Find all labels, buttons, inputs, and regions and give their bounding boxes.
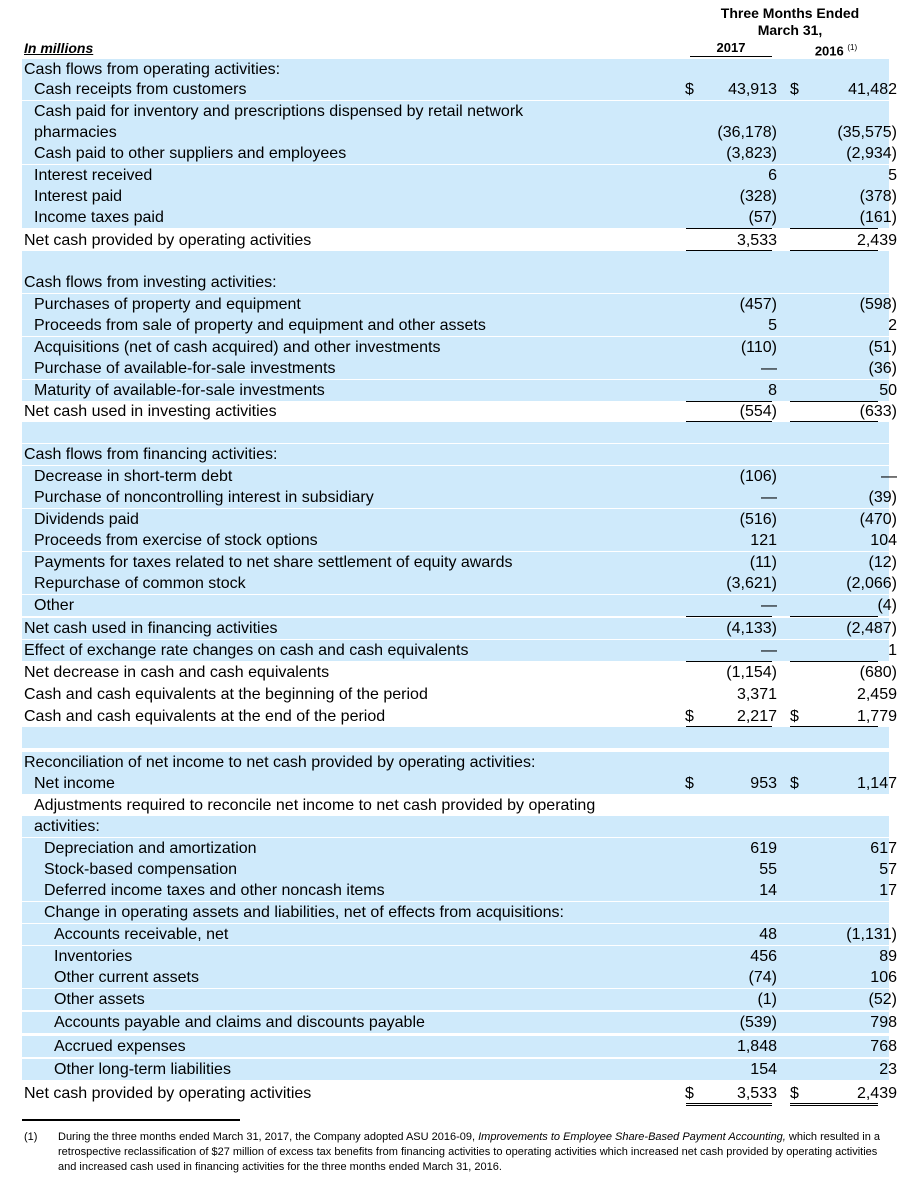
- value-2017: 6: [768, 167, 777, 184]
- row-label: Net decrease in cash and cash equivalents: [24, 664, 330, 681]
- value-2016: 1,147: [856, 775, 897, 792]
- row-label: Acquisitions (net of cash acquired) and other investments: [34, 339, 441, 356]
- value-2017: 8: [768, 382, 777, 399]
- value-2017: 55: [759, 861, 777, 878]
- value-2017: —: [761, 489, 777, 506]
- table-row: [22, 487, 897, 508]
- table-row: [22, 684, 897, 705]
- value-2016: 106: [870, 969, 897, 986]
- value-2016: 2,459: [856, 686, 897, 703]
- value-2017: (3,621): [726, 575, 777, 592]
- value-2017: 48: [759, 926, 777, 943]
- row-label: Accounts receivable, net: [54, 926, 229, 943]
- row-label: Net cash used in investing activities: [24, 403, 277, 420]
- row-label: Stock-based compensation: [44, 861, 237, 878]
- row-label: Proceeds from exercise of stock options: [34, 532, 318, 549]
- value-2017: (1,154): [726, 664, 777, 681]
- table-row: [22, 230, 897, 251]
- value-2017: (106): [739, 468, 777, 485]
- currency-symbol-2016: $: [790, 775, 799, 792]
- row-label: Cash flows from financing activities:: [24, 446, 278, 463]
- total-double-rule-2017: [686, 1103, 772, 1106]
- value-2017: (3,823): [726, 145, 777, 162]
- row-label: Income taxes paid: [34, 209, 164, 226]
- row-label: Adjustments required to reconcile net income to net cash provided by operating: [34, 797, 596, 814]
- year-2016-header: 2016 $^{(1)}$: [794, 40, 878, 60]
- row-label: Interest received: [34, 167, 153, 184]
- row-label: Reconciliation of net income to net cash provided by operating activities:: [24, 754, 536, 771]
- row-label: Dividends paid: [34, 511, 139, 528]
- value-2016: (4): [877, 597, 897, 614]
- value-2017: 154: [750, 1061, 777, 1078]
- table-row: [22, 1059, 897, 1080]
- table-row: [22, 640, 897, 661]
- table-row: [22, 380, 897, 401]
- table-row: [22, 773, 897, 794]
- currency-symbol-2017: $: [685, 1085, 694, 1102]
- value-2017: (328): [739, 188, 777, 205]
- row-label: activities:: [34, 818, 100, 835]
- table-row: [22, 422, 889, 443]
- value-2016: (470): [859, 511, 897, 528]
- table-row: [22, 207, 897, 228]
- row-label: Net cash used in financing activities: [24, 620, 278, 637]
- table-row: [22, 967, 897, 988]
- value-2017: 953: [750, 775, 777, 792]
- table-row: [22, 444, 889, 465]
- table-row: [22, 401, 897, 422]
- row-label: Interest paid: [34, 188, 123, 205]
- table-row: [22, 880, 897, 901]
- period-header: [690, 5, 890, 39]
- row-label: Other assets: [54, 991, 145, 1008]
- row-label: Inventories: [54, 948, 133, 965]
- value-2017: (74): [748, 969, 777, 986]
- row-label: Cash paid for inventory and prescriptions dispensed by retail network: [34, 103, 524, 120]
- value-2016: (1,131): [846, 926, 897, 943]
- value-2017: (516): [739, 511, 777, 528]
- value-2017: —: [761, 597, 777, 614]
- value-2016: (633): [859, 403, 897, 420]
- table-row: [22, 165, 897, 186]
- table-row: [22, 315, 897, 336]
- value-2017: 3,371: [736, 686, 777, 703]
- units-label: In millions: [24, 40, 94, 56]
- year-2016-footnote-ref: (1): [847, 43, 858, 52]
- table-row: [22, 618, 897, 639]
- row-label: Repurchase of common stock: [34, 575, 246, 592]
- subtotal-rule-2017: [686, 616, 772, 617]
- row-label: Purchase of available-for-sale investments: [34, 360, 336, 377]
- value-2017: (554): [739, 403, 777, 420]
- table-row: [22, 79, 897, 100]
- value-2016: 2: [888, 317, 897, 334]
- row-label: Accounts payable and claims and discounts payable: [54, 1014, 425, 1031]
- table-row: [22, 186, 897, 207]
- value-2016: 89: [879, 948, 897, 965]
- row-label: Effect of exchange rate changes on cash and cash equivalents: [24, 642, 469, 659]
- row-label: Other current assets: [54, 969, 199, 986]
- table-row: [22, 859, 897, 880]
- value-2017: 3,533: [736, 232, 777, 249]
- value-2016: 57: [879, 861, 897, 878]
- table-row: [22, 294, 897, 315]
- row-label: Decrease in short-term debt: [34, 468, 233, 485]
- value-2017: 5: [768, 317, 777, 334]
- value-2016: 798: [870, 1014, 897, 1031]
- value-2017: 456: [750, 948, 777, 965]
- value-2016: (2,934): [846, 145, 897, 162]
- footnote-separator: [22, 1119, 240, 1121]
- row-label: Cash and cash equivalents at the beginning of the period: [24, 686, 428, 703]
- value-2016: 1: [888, 642, 897, 659]
- row-label: Net cash provided by operating activities: [24, 232, 312, 249]
- value-2017: 1,848: [736, 1038, 777, 1055]
- table-row: [22, 530, 897, 551]
- value-2017: (539): [739, 1014, 777, 1031]
- value-2016: —: [881, 468, 897, 485]
- value-2016: 2,439: [856, 232, 897, 249]
- value-2016: 23: [879, 1061, 897, 1078]
- value-2017: (110): [740, 339, 777, 356]
- value-2016: (51): [868, 339, 897, 356]
- currency-symbol-2017: $: [685, 708, 694, 725]
- value-2017: 2,217: [736, 708, 777, 725]
- value-2017: (57): [748, 209, 777, 226]
- row-label: Cash flows from investing activities:: [24, 274, 277, 291]
- currency-symbol-2016: $: [790, 1085, 799, 1102]
- table-row: [22, 924, 897, 945]
- table-row: [22, 143, 897, 164]
- table-row: [22, 509, 897, 530]
- value-2016: (598): [859, 296, 897, 313]
- row-label: Purchase of noncontrolling interest in subsidiary: [34, 489, 374, 506]
- year-2017-header: 2017: [690, 40, 772, 57]
- table-row: [22, 838, 897, 859]
- value-2016: 41,482: [848, 81, 897, 98]
- currency-symbol-2016: $: [790, 708, 799, 725]
- value-2017: 3,533: [736, 1085, 777, 1102]
- row-label: Purchases of property and equipment: [34, 296, 301, 313]
- table-row: [22, 122, 897, 143]
- value-2016: (35,575): [837, 124, 897, 141]
- value-2016: 17: [879, 882, 897, 899]
- row-label: Other long-term liabilities: [54, 1061, 231, 1078]
- value-2017: 14: [759, 882, 777, 899]
- value-2016: (2,487): [846, 620, 897, 637]
- table-row: [22, 358, 897, 379]
- table-row: [22, 101, 889, 122]
- value-2016: (2,066): [846, 575, 897, 592]
- table-row: [22, 251, 889, 272]
- value-2016: 768: [870, 1038, 897, 1055]
- table-row: [22, 946, 897, 967]
- value-2017: —: [761, 642, 777, 659]
- table-row: [22, 337, 897, 358]
- row-label: Net cash provided by operating activities: [24, 1085, 312, 1102]
- table-row: [22, 706, 897, 727]
- table-row: [22, 795, 889, 816]
- row-label: Deferred income taxes and other noncash items: [44, 882, 385, 899]
- subtotal-rule-2016: [790, 228, 878, 229]
- row-label: Maturity of available-for-sale investments: [34, 382, 325, 399]
- value-2017: (457): [739, 296, 777, 313]
- row-label: Cash flows from operating activities:: [24, 61, 281, 78]
- value-2016: (36): [868, 360, 897, 377]
- value-2016: 617: [870, 840, 897, 857]
- row-label: Change in operating assets and liabilities, net of effects from acquisitions:: [44, 904, 564, 921]
- table-row: [22, 1012, 897, 1033]
- value-2016: 1,779: [856, 708, 897, 725]
- table-row: [22, 752, 889, 773]
- row-label: Cash paid to other suppliers and employees: [34, 145, 347, 162]
- subtotal-rule-2017: [686, 228, 772, 229]
- row-label: Other: [34, 597, 75, 614]
- table-row: [22, 662, 897, 683]
- table-row: [22, 272, 889, 293]
- row-label: Accrued expenses: [54, 1038, 186, 1055]
- currency-symbol-2017: $: [685, 775, 694, 792]
- value-2016: (39): [868, 489, 897, 506]
- value-2017: 43,913: [728, 81, 777, 98]
- value-2017: 619: [750, 840, 777, 857]
- value-2017: —: [761, 360, 777, 377]
- value-2016: (12): [868, 554, 897, 571]
- table-row: [22, 727, 889, 748]
- row-label: Depreciation and amortization: [44, 840, 257, 857]
- total-double-rule-2016: [790, 1103, 878, 1106]
- footnote-mark: (1): [24, 1131, 38, 1143]
- value-2017: (11): [749, 554, 777, 571]
- table-row: [22, 573, 897, 594]
- table-row: [22, 989, 897, 1010]
- value-2016: (52): [868, 991, 897, 1008]
- table-row: [22, 595, 897, 616]
- value-2016: 50: [879, 382, 897, 399]
- table-row: [22, 902, 889, 923]
- period-label: Three Months Ended: [720, 5, 860, 21]
- value-2017: 121: [750, 532, 777, 549]
- value-2016: 5: [888, 167, 897, 184]
- table-row: [22, 552, 897, 573]
- table-row: [22, 1083, 897, 1104]
- value-2016: (378): [859, 188, 897, 205]
- row-label: Proceeds from sale of property and equipment and other assets: [34, 317, 486, 334]
- table-row: [22, 816, 889, 837]
- row-label: Cash receipts from customers: [34, 81, 247, 98]
- period-date: March 31,: [757, 22, 823, 38]
- value-2016: 2,439: [856, 1085, 897, 1102]
- footnote-text: During the three months ended March 31, 2017, the Company adopted ASU 2016-09, Improvements to Employee Share-Based Payment Accounting, which resulted in a retrospective reclassification of $27 million of excess tax benefits from financing activities to operating activities which increased net cash provided by operating activities and increased cash used in financing activities for the three months ended March 31, 2016.: [58, 1131, 881, 1173]
- currency-symbol-2017: $: [685, 81, 694, 98]
- currency-symbol-2016: $: [790, 81, 799, 98]
- table-row: [22, 466, 897, 487]
- table-row: [22, 59, 889, 80]
- subtotal-rule-2016: [790, 616, 878, 617]
- row-label: Net income: [34, 775, 115, 792]
- value-2017: (1): [757, 991, 777, 1008]
- value-2017: (36,178): [717, 124, 777, 141]
- table-row: [22, 1036, 897, 1057]
- value-2016: 104: [870, 532, 897, 549]
- row-label: pharmacies: [34, 124, 117, 141]
- value-2016: (680): [859, 664, 897, 681]
- row-label: Cash and cash equivalents at the end of the period: [24, 708, 386, 725]
- value-2017: (4,133): [726, 620, 777, 637]
- row-label: Payments for taxes related to net share settlement of equity awards: [34, 554, 513, 571]
- value-2016: (161): [859, 209, 897, 226]
